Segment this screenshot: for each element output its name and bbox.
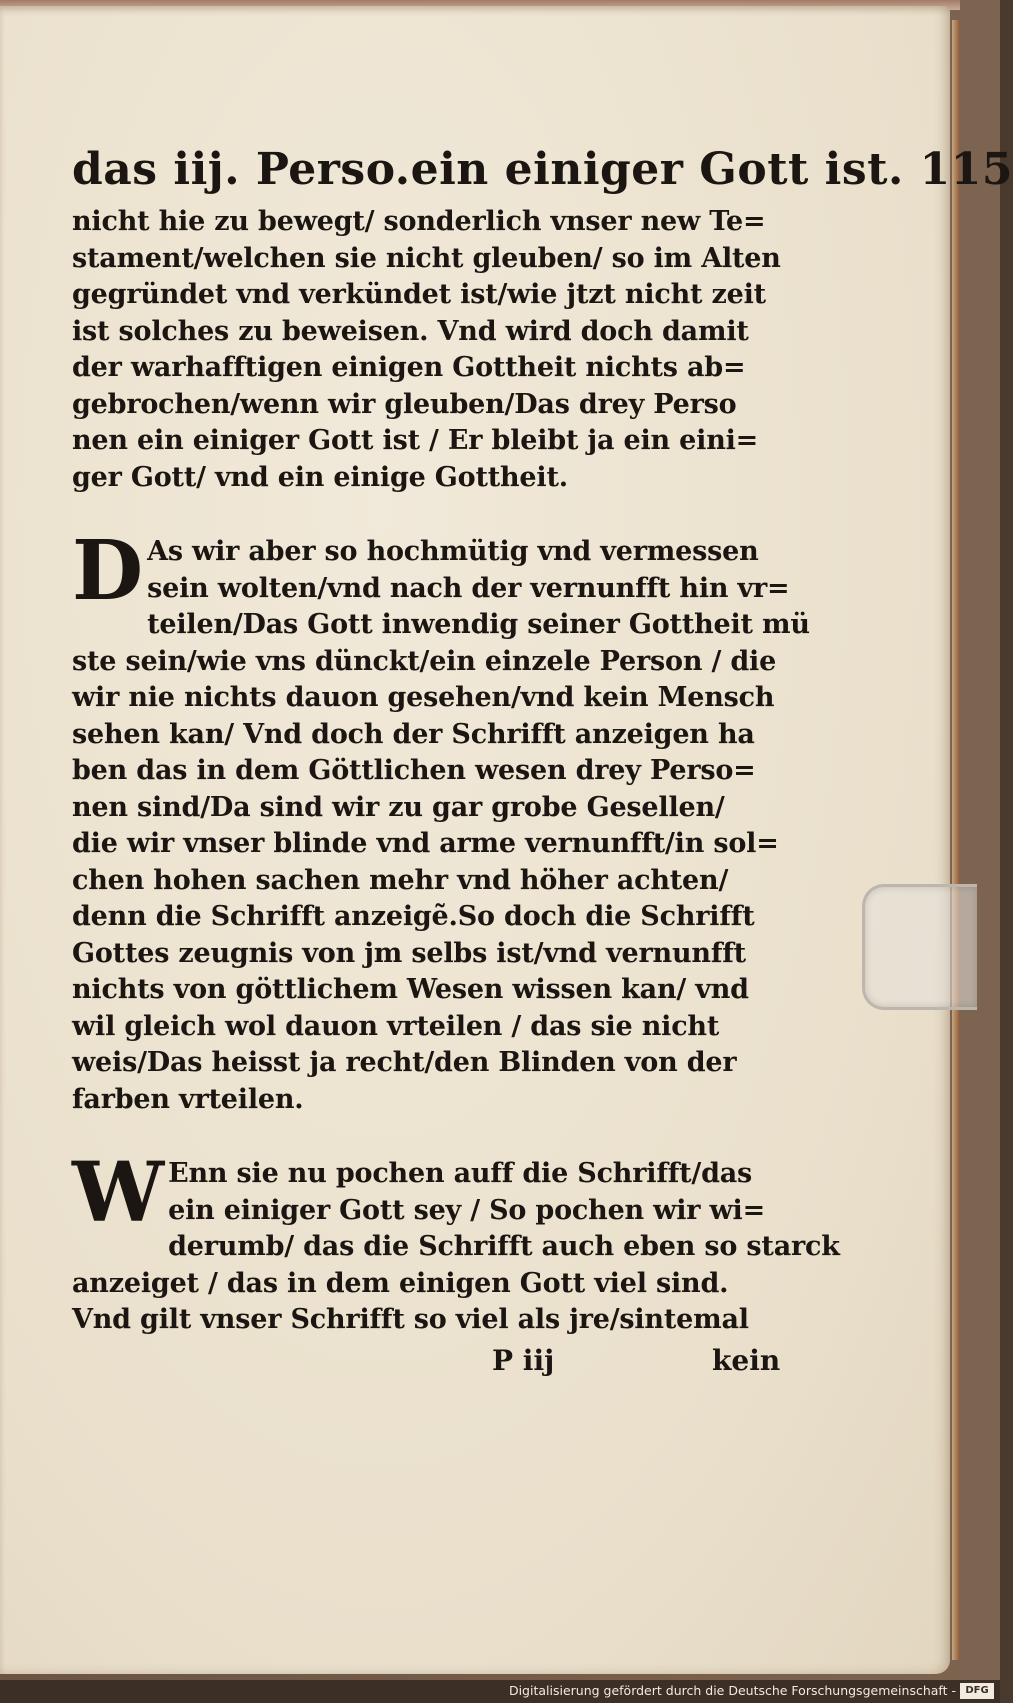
page-side-edge <box>952 20 960 1660</box>
digitization-footer <box>0 1680 1000 1703</box>
text-line: farben vrteilen. <box>72 1083 304 1115</box>
text-line: wir nie nichts dauon gesehen/vnd kein Mensch <box>72 682 775 713</box>
paragraph-gap <box>72 1118 792 1156</box>
dfg-logo: DFG <box>960 1683 994 1699</box>
text-line: As wir aber so hochmütig vnd vermessen <box>147 536 759 567</box>
text-line: stament/welchen sie nicht gleuben/ so im Alten <box>72 242 781 274</box>
drop-cap-initial: D <box>72 523 144 619</box>
text-line: anzeiget / das in dem einigen Gott viel sind. <box>72 1267 729 1299</box>
text-line: nichts von göttlichem Wesen wissen kan/ vnd <box>72 974 749 1005</box>
book-page <box>0 6 1013 1674</box>
paragraph-2 <box>72 523 810 1118</box>
text-line: nen sind/Da sind wir zu gar grobe Gesellen/ <box>72 791 725 823</box>
text-line: ger Gott/ vnd ein einige Gottheit. <box>72 461 568 493</box>
drop-cap-initial: W <box>72 1145 165 1241</box>
running-head-title: das iij. Perso.ein einiger Gott ist. <box>72 144 904 195</box>
text-line: sehen kan/ Vnd doch der Schrifft anzeigen ha <box>72 718 755 750</box>
text-line: Vnd gilt vnser Schrifft so viel als jre/sintemal <box>72 1304 749 1335</box>
paragraph-1 <box>72 204 792 496</box>
page-foot-line <box>72 1341 792 1381</box>
paragraph-3 <box>72 1145 840 1339</box>
text-block <box>72 140 1013 1381</box>
text-line: ste sein/wie vns dünckt/ein einzele Person / die <box>72 645 777 677</box>
folio-number: 115 <box>919 144 1013 195</box>
funding-credit: Digitalisierung gefördert durch die Deutsche Forschungsgemeinschaft - <box>508 1683 956 1698</box>
text-line: der warhafftigen einigen Gottheit nichts ab= <box>72 352 746 383</box>
page-clip <box>862 884 977 1010</box>
text-line: teilen/Das Gott inwendig seiner Gottheit mü <box>147 609 810 640</box>
text-line: sein wolten/vnd nach der vernunfft hin vr= <box>147 572 790 604</box>
text-line: Gottes zeugnis von jm selbs ist/vnd vernunfft <box>72 937 746 969</box>
text-line: Enn sie nu pochen auff die Schrifft/das <box>168 1158 753 1189</box>
running-head <box>72 140 1013 200</box>
text-line: ein einiger Gott sey / So pochen wir wi= <box>168 1194 766 1226</box>
text-line: denn die Schrifft anzeigẽ.So doch die Schrifft <box>72 901 755 932</box>
catchword: kein <box>712 1343 781 1377</box>
text-line: ist solches zu beweisen. Vnd wird doch damit <box>72 315 749 347</box>
text-line: gebrochen/wenn wir gleuben/Das drey Perso <box>72 388 737 420</box>
text-line: nicht hie zu bewegt/ sonderlich vnser new Te= <box>72 206 766 237</box>
text-line: derumb/ das die Schrifft auch eben so starck <box>168 1231 840 1262</box>
text-line: die wir vnser blinde vnd arme vernunfft/in sol= <box>72 828 779 859</box>
signature-mark: P iij <box>492 1343 555 1377</box>
text-line: gegründet vnd verkündet ist/wie jtzt nicht zeit <box>72 279 766 310</box>
text-line: wil gleich wol dauon vrteilen / das sie nicht <box>72 1010 720 1042</box>
text-line: chen hohen sachen mehr vnd höher achten/ <box>72 864 729 896</box>
paragraph-gap <box>72 496 792 534</box>
text-line: nen ein einiger Gott ist / Er bleibt ja ein eini= <box>72 425 759 456</box>
text-line: weis/Das heisst ja recht/den Blinden von der <box>72 1047 737 1078</box>
text-line: ben das in dem Göttlichen wesen drey Perso= <box>72 755 756 786</box>
